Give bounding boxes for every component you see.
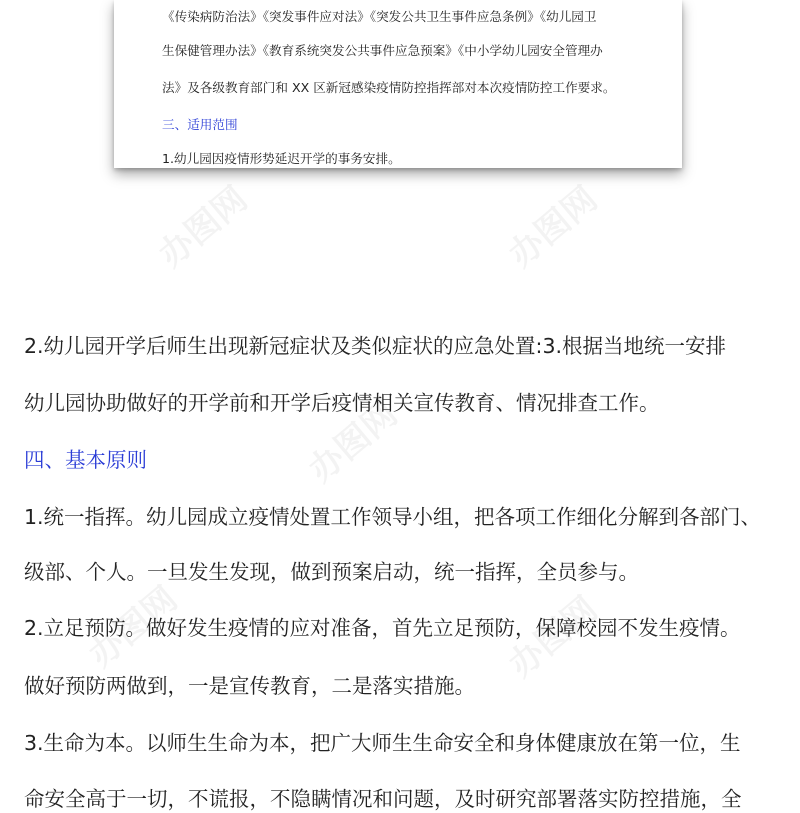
watermark: 办图网 xyxy=(501,589,606,686)
watermark: 办图网 xyxy=(501,179,606,276)
card-text-line: 《传染病防治法》《突发事件应对法》《突发公共卫生事件应急条例》《幼儿园卫 xyxy=(162,9,597,24)
body-text-line: 2.幼儿园开学后师生出现新冠症状及类似症状的应急处置:3.根据当地统一安排 xyxy=(24,334,727,358)
body-text-line: 级部、个人。一旦发生发现，做到预案启动，统一指挥，全员参与。 xyxy=(24,560,639,584)
card-text-line: 生保健管理办法》《教育系统突发公共事件应急预案》《中小学幼儿园安全管理办 xyxy=(162,43,603,58)
body-text-line: 2.立足预防。做好发生疫情的应对准备，首先立足预防，保障校园不发生疫情。 xyxy=(24,616,741,640)
body-text-line: 3.生命为本。以师生生命为本，把广大师生生命安全和身体健康放在第一位，生 xyxy=(24,731,741,755)
watermark: 办图网 xyxy=(301,394,406,491)
body-text-line: 1.统一指挥。幼儿园成立疫情处置工作领导小组，把各项工作细化分解到各部门、 xyxy=(24,505,762,529)
document-preview-card xyxy=(114,0,682,168)
watermark: 办图网 xyxy=(151,179,256,276)
body-text-line: 命安全高于一切，不谎报，不隐瞒情况和问题，及时研究部署落实防控措施，全 xyxy=(24,787,742,811)
body-text-line: 幼儿园协助做好的开学前和开学后疫情相关宣传教育、情况排查工作。 xyxy=(24,391,660,415)
section-heading: 四、基本原则 xyxy=(24,448,147,472)
card-text-line: 法》及各级教育部门和 XX 区新冠感染疫情防控指挥部对本次疫情防控工作要求。 xyxy=(162,80,616,95)
body-text-line: 做好预防两做到，一是宣传教育，二是落实措施。 xyxy=(24,674,475,698)
card-section-heading: 三、适用范围 xyxy=(162,117,238,132)
card-text-line: 1.幼儿园因疫情形势延迟开学的事务安排。 xyxy=(162,151,401,166)
watermark: 办图网 xyxy=(81,579,186,676)
